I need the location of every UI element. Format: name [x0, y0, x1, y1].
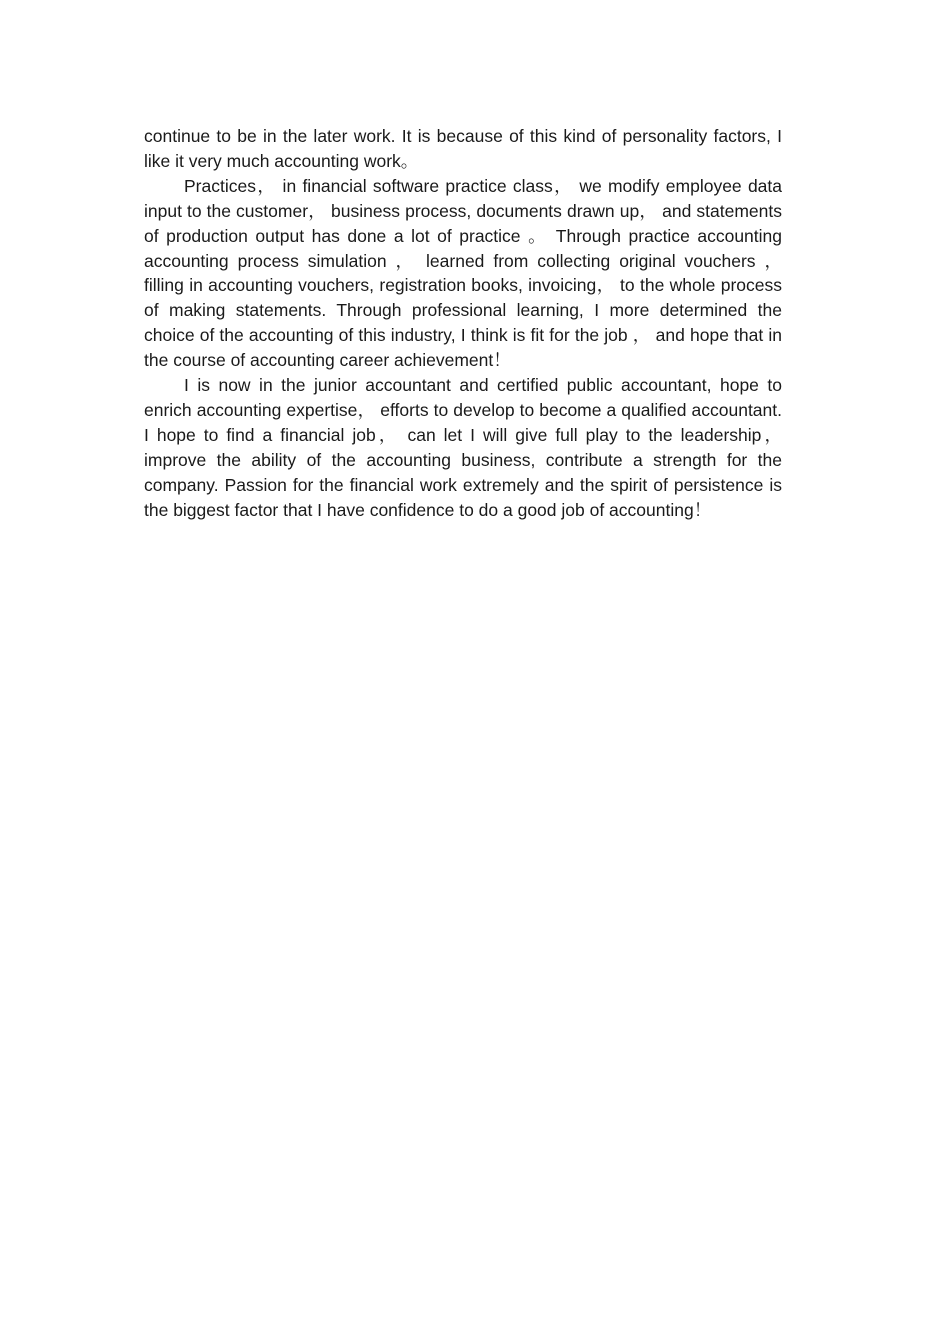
- document-body: [144, 124, 782, 523]
- paragraph-1: continue to be in the later work. It is because of this kind of personality factors, I like it very much accounting work。: [144, 126, 782, 171]
- paragraph-3: I is now in the junior accountant and certified public accountant, hope to enrich accounting expertise， efforts to develop to become a qualified accountant. I hope to find a financial job， can let I will give full play to the leadership， improve the ability of the accounting business, contribute a strength for the company. Passion for the financial work extremely and the spirit of persistence is the biggest factor that I have confidence to do a good job of accounting！: [144, 375, 782, 520]
- paragraph-2: Practices， in financial software practice class， we modify employee data input to the customer， business process, documents drawn up， and statements of production output has done a lot of practice 。 Through practice accounting accounting process simulation ， learned from collecting original vouchers ， filling in accounting vouchers, registration books, invoicing， to the whole process of making statements. Through professional learning, I more determined the choice of the accounting of this industry, I think is fit for the job ， and hope that in the course of accounting career achievement！: [144, 175, 782, 371]
